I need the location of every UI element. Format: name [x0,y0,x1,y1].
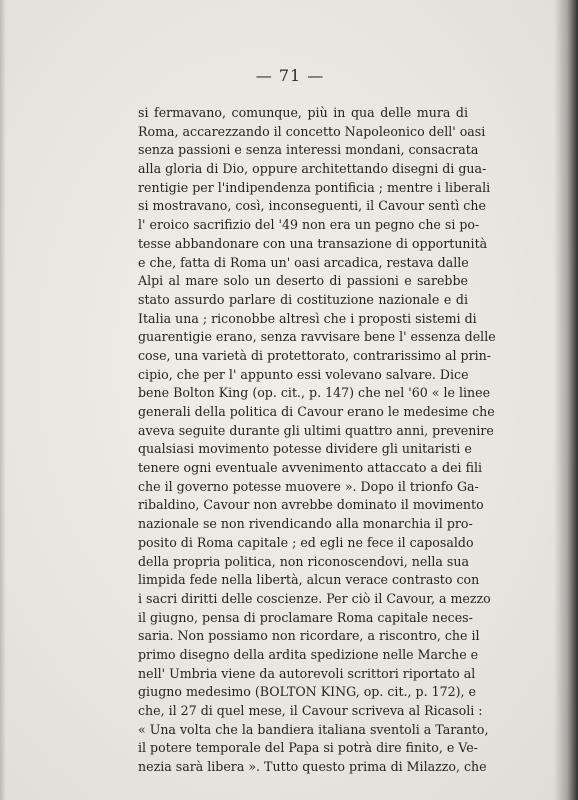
text-line: e che, fatta di Roma un' oasi arcadica, restava dalle [138,254,469,270]
text-line: limpida fede nella libertà, alcun verace contrasto con [138,572,480,588]
text-line: cose, una varietà di protettorato, contrarissimo al prin- [138,347,492,363]
text-line: « Una volta che la bandiera italiana sventoli a Taranto, [138,721,489,737]
text-line: Roma, accarezzando il concetto Napoleonico dell' oasi [138,123,486,139]
text-line: della propria politica, non riconoscendovi, nella sua [138,553,469,569]
text-line: l' eroico sacrifizio del '49 non era un pegno che si po- [138,217,480,233]
page-gutter-shadow-right [554,0,578,800]
text-line: che il governo potesse muovere ». Dopo il trionfo Ga- [138,478,479,494]
text-line: senza passioni e senza interessi mondani, consacrata [138,142,479,158]
text-line: nell' Umbria viene da autorevoli scrittori riportato al [138,665,476,681]
text-line: aveva seguite durante gli ultimi quattro anni, prevenire [138,422,494,438]
text-line: bene Bolton King (op. cit., p. 147) che nel '60 « le linee [138,385,491,401]
text-line: Alpi al mare solo un deserto di passioni e sarebbe [138,273,468,289]
text-line: si fermavano, comunque, più in qua delle mura di [138,105,468,120]
page-edge-shadow-left [0,0,6,800]
text-line: saria. Non possiamo non ricordare, a riscontro, che il [138,628,480,644]
text-line: alla gloria di Dio, oppure architettando disegni di gua- [138,161,487,177]
text-line: Italia una ; riconobbe altresì che i proposti sistemi di [138,310,477,326]
page-number: — 71 — [255,66,325,85]
text-line: cipio, che per l' appunto essi volevano salvare. Dice [138,366,469,382]
text-line: il giugno, pensa di proclamare Roma capitale neces- [138,609,473,625]
text-line: primo disegno della ardita spedizione nelle Marche e [138,646,479,662]
text-line: posito di Roma capitale ; ed egli ne fece il caposaldo [138,534,474,550]
text-line: rentigie per l'indipendenza pontificia ; mentre i liberali [138,179,491,195]
text-line: guarentigie erano, senza ravvisare bene l' essenza delle [138,329,496,345]
text-line: il potere temporale del Papa si potrà dire finito, e Ve- [138,740,478,756]
text-line: ribaldino, Cavour non avrebbe dominato il movimento [138,497,484,513]
text-line: nazionale se non rivendicando alla monarchia il pro- [138,516,473,532]
text-line: giugno medesimo (BOLTON KING, op. cit., p. 172), e [138,684,476,700]
text-line: qualsiasi movimento potesse dividere gli unitaristi e [138,441,472,457]
text-line: si mostravano, così, inconseguenti, il Cavour sentì che [138,198,486,214]
text-line: i sacri diritti delle coscienze. Per ciò il Cavour, a mezzo [138,590,491,606]
body-text [138,104,496,777]
text-line: nezia sarà libera ». Tutto questo prima di Milazzo, che [138,759,487,775]
text-line: stato assurdo parlare di costituzione nazionale e di [138,291,468,307]
text-line: che, il 27 di quel mese, il Cavour scriveva al Ricasoli : [138,703,483,718]
text-line: tesse abbandonare con una transazione di opportunità [138,235,488,251]
text-line: tenere ogni eventuale avvenimento attaccato a dei fili [138,460,483,476]
text-line: generali della politica di Cavour erano le medesime che [138,404,495,419]
